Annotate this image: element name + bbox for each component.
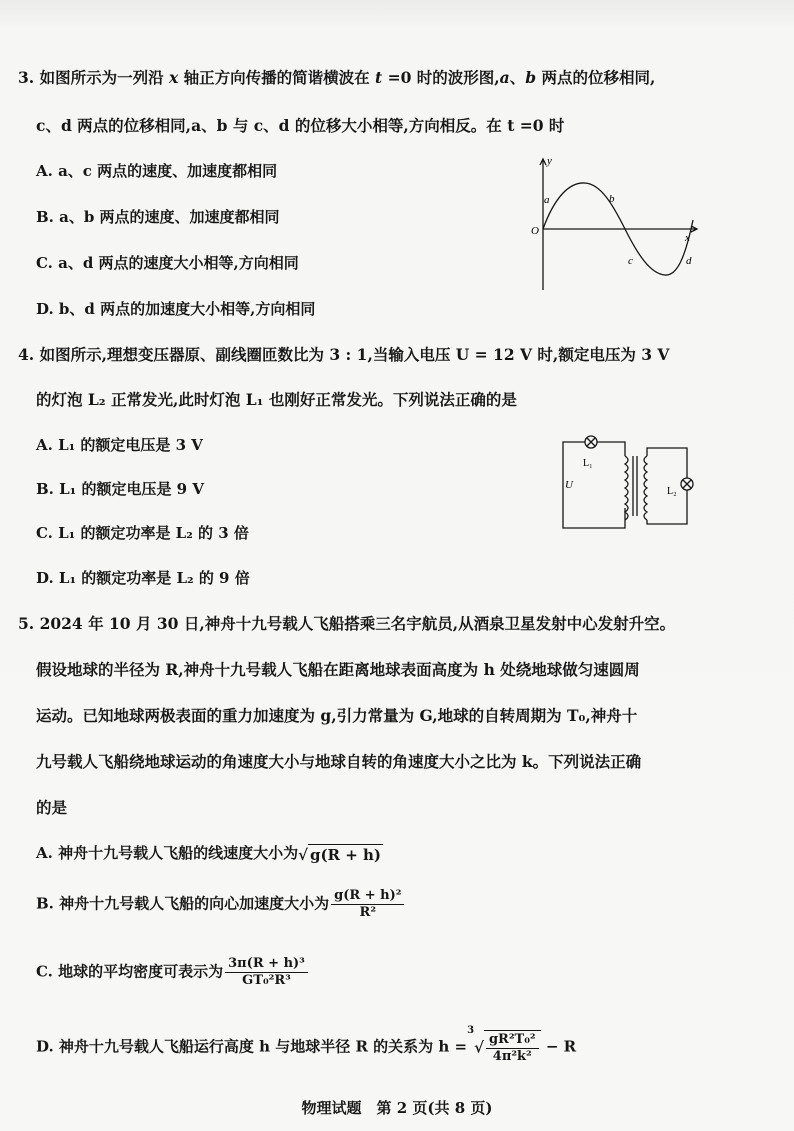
q5-option-d: D. 神舟十九号载人飞船运行高度 h 与地球半径 R 的关系为 h =$^3$√ $\frac{\text{gR²T₀²}}{\text{4π²k²}}$ − R [36,1024,577,1064]
q3-option-d: D. b、d 两点的加速度大小相等,方向相同 [36,300,316,318]
x-axis-label: x [685,232,690,244]
q3-option-a: A. a、c 两点的速度、加速度都相同 [36,162,278,180]
point-b-label: b [609,193,615,205]
point-c-label: c [628,255,633,267]
q4-stem-line1: 4. 如图所示,理想变压器原、副线圈匝数比为 3 : 1,当输入电压 U = 12 V 时,额定电压为 3 V [18,345,670,364]
q5-option-b: B. 神舟十九号载人飞船的向心加速度大小为 $\frac{\text{g(R + h)²}}{\text{R²}}$ [36,888,406,921]
q5-stem-line5: 的是 [36,798,68,817]
secondary-wire-top [647,448,687,478]
q4-transformer-circuit [555,428,705,538]
q4-option-b: B. L₁ 的额定电压是 9 V [36,480,204,498]
lamp-l2-label: L₂ [667,486,677,497]
q3-option-b: B. a、b 两点的速度、加速度都相同 [36,208,280,226]
point-d-label: d [686,255,692,267]
fraction-c: $\frac{\text{3π(R + h)³}}{\text{GT₀²R³}}$ [225,956,308,989]
q5-option-a: A. 神舟十九号载人飞船的线速度大小为√ g(R + h) [36,844,382,864]
fraction-b: $\frac{\text{g(R + h)²}}{\text{R²}}$ [331,888,404,921]
q5-stem-line3: 运动。已知地球两极表面的重力加速度为 g,引力常量为 G,地球的自转周期为 T₀,神舟十 [36,706,638,725]
primary-wire-top [597,442,625,456]
q5-stem-line2: 假设地球的半径为 R,神舟十九号载人飞船在距离地球表面高度为 h 处绕地球做匀速圆周 [36,660,640,679]
y-axis-label: y [547,155,552,167]
q5-option-c: C. 地球的平均密度可表示为 $\frac{\text{3π(R + h)³}}{\text{GT₀²R³}}$ [36,956,310,989]
point-a-label: a [544,194,550,206]
q3-stem-line2: c、d 两点的位移相同,a、b 与 c、d 的位移大小相等,方向相反。在 t =0 时 [36,116,565,135]
q4-option-c: C. L₁ 的额定功率是 L₂ 的 3 倍 [36,524,249,542]
voltage-u-label: U [565,479,573,491]
q4-option-d: D. L₁ 的额定功率是 L₂ 的 9 倍 [36,569,250,587]
q4-option-a: A. L₁ 的额定电压是 3 V [36,436,203,454]
secondary-coil [644,456,647,520]
page-footer: 物理试题 第 2 页(共 8 页) [301,1099,493,1117]
q3-option-c: C. a、d 两点的速度大小相等,方向相同 [36,254,299,272]
q5-stem-line1: 5. 2024 年 10 月 30 日,神舟十九号载人飞船搭乘三名宇航员,从酒泉卫星发射中心发射升空。 [18,614,676,633]
q3-wave-figure [525,150,705,295]
q5-stem-line4: 九号载人飞船绕地球运动的角速度大小与地球自转的角速度大小之比为 k。下列说法正确 [36,752,642,771]
lamp-l1-label: L₁ [583,458,593,469]
sqrt-expression: √ g(R + h) [298,846,382,864]
cube-root-expression: $^3$√ $\frac{\text{gR²T₀²}}{\text{4π²k²}}$ [467,1030,540,1065]
q4-stem-line2: 的灯泡 L₂ 正常发光,此时灯泡 L₁ 也刚好正常发光。下列说法正确的是 [36,390,517,409]
q3-stem-line1: 3. 如图所示为一列沿 x 轴正方向传播的简谐横波在 t =0 时的波形图,a、b 两点的位移相同, [18,68,656,87]
origin-label: O [531,225,539,237]
